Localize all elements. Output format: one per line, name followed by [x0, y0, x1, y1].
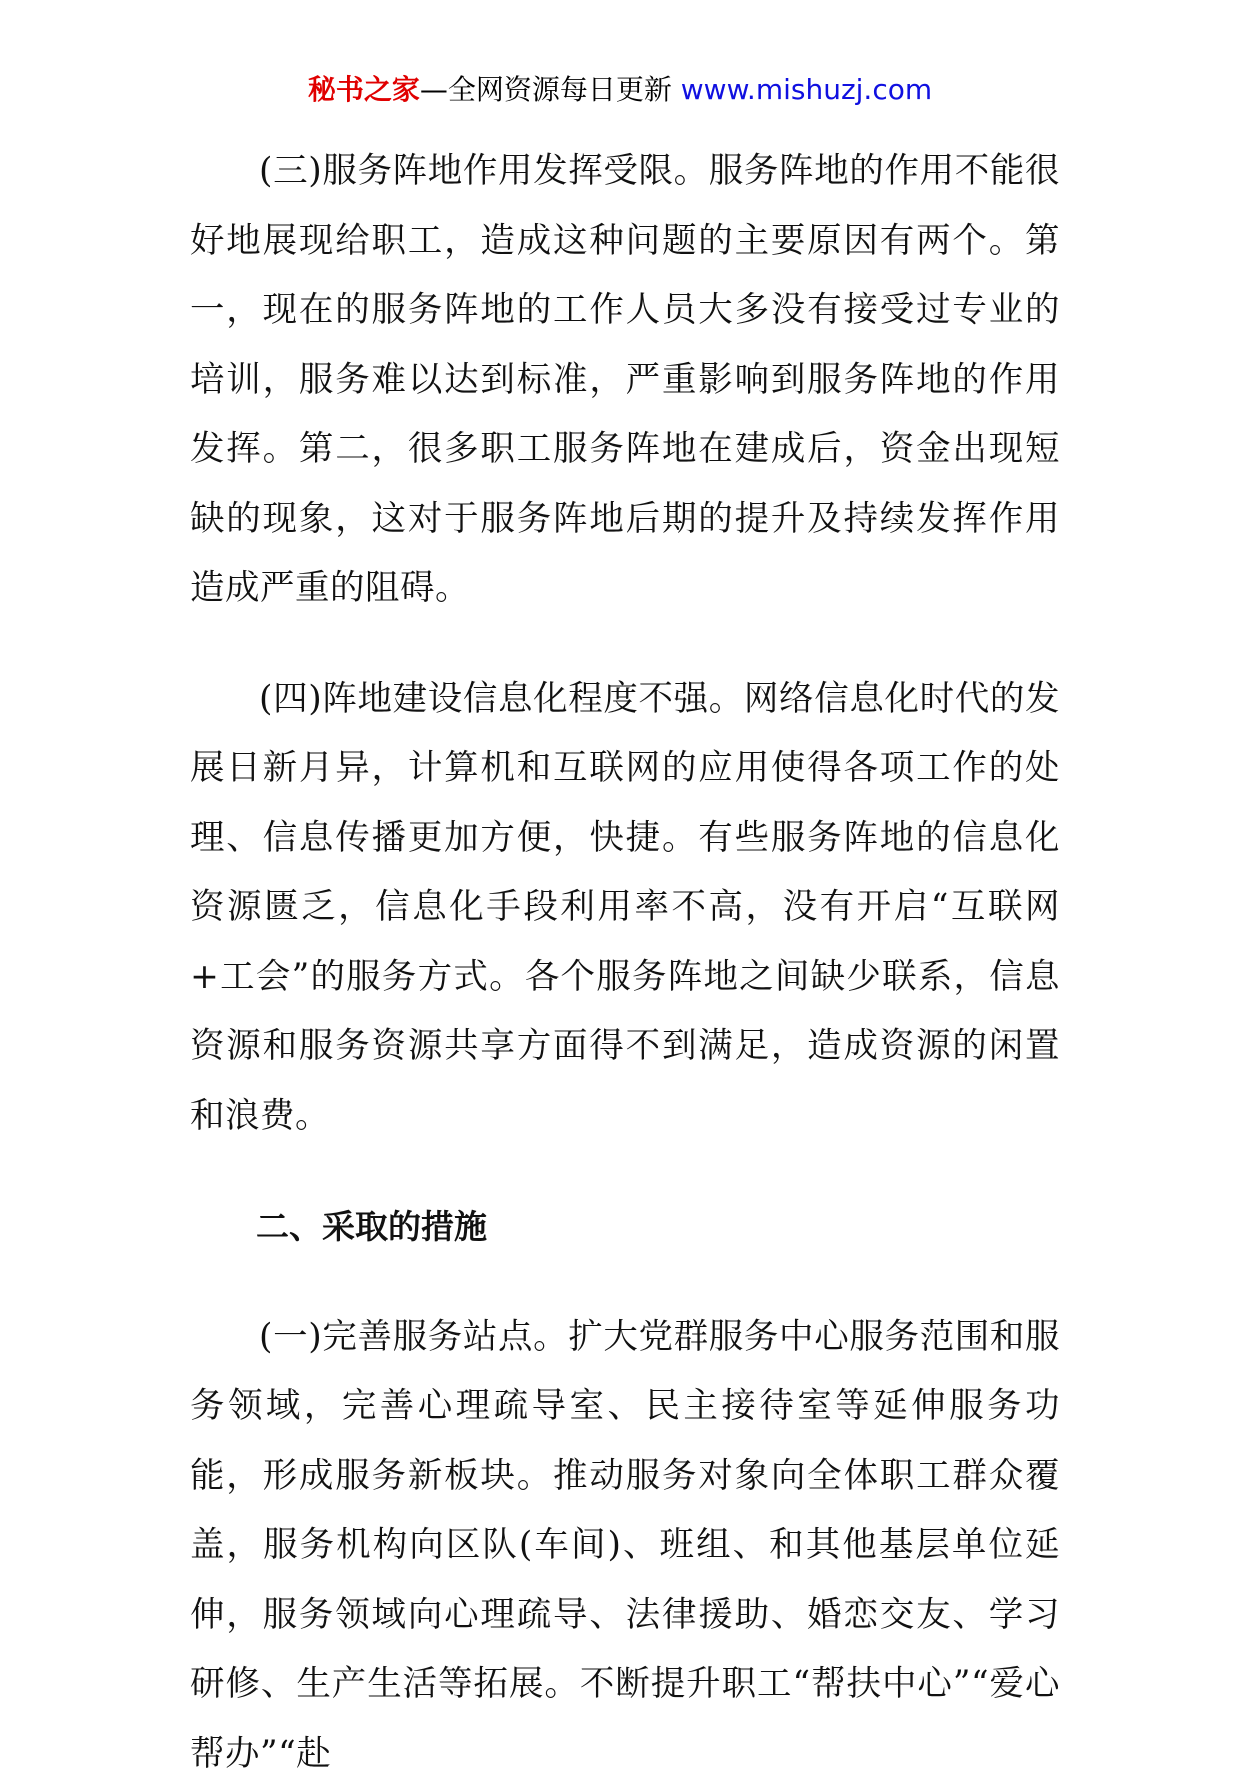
paragraph-informatization-weak: (四)阵地建设信息化程度不强。网络信息化时代的发展日新月异，计算机和互联网的应用使得各项工作的处理、信息传播更加方便，快捷。有些服务阵地的信息化资源匮乏，信息化手段利用率不高，没有开启“互联网+工会”的服务方式。各个服务阵地之间缺少联系，信息资源和服务资源共享方面得不到满足，造成资源的闲置和浪费。	[190, 665, 1060, 1152]
paragraph-service-position-limited: (三)服务阵地作用发挥受限。服务阵地的作用不能很好地展现给职工，造成这种问题的主要原因有两个。第一，现在的服务阵地的工作人员大多没有接受过专业的培训，服务难以达到标准，严重影响到服务阵地的作用发挥。第二，很多职工服务阵地在建成后，资金出现短缺的现象，这对于服务阵地后期的提升及持续发挥作用造成严重的阻碍。	[190, 137, 1060, 624]
section-heading: 二、采取的措施	[190, 1192, 1060, 1262]
site-tagline: —全网资源每日更新	[420, 73, 681, 106]
paragraph-gap	[190, 1151, 1060, 1192]
document-body	[190, 137, 1060, 1789]
site-url: www.mishuzj.com	[681, 73, 932, 106]
paragraph-gap	[190, 624, 1060, 665]
site-brand: 秘书之家	[308, 73, 420, 106]
page-header	[0, 70, 1240, 110]
paragraph-improve-service-stations: (一)完善服务站点。扩大党群服务中心服务范围和服务领域，完善心理疏导室、民主接待室等延伸服务功能，形成服务新板块。推动服务对象向全体职工群众覆盖，服务机构向区队(车间)、班组、和其他基层单位延伸，服务领域向心理疏导、法律援助、婚恋交友、学习研修、生产生活等拓展。不断提升职工“帮扶中心”“爱心帮办”“赴	[190, 1303, 1060, 1789]
paragraph-gap	[190, 1262, 1060, 1303]
